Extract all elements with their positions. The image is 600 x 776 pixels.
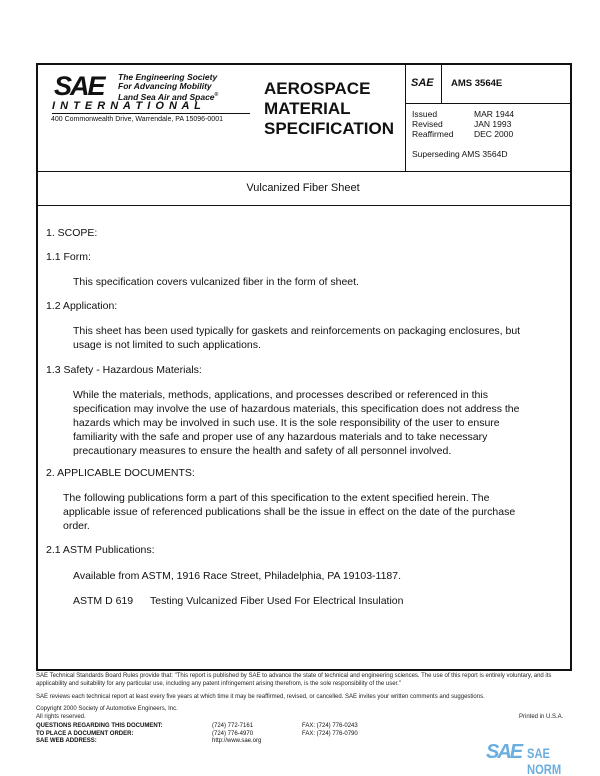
contact-label: TO PLACE A DOCUMENT ORDER:	[36, 730, 134, 737]
watermark-logo: SAE	[486, 741, 522, 763]
doc-type-line: AEROSPACE	[264, 79, 371, 98]
address: 400 Commonwealth Drive, Warrendale, PA 15096-0001	[51, 116, 223, 123]
paragraph: The following publications form a part of this specification to the extent specified herein. The applicable issue of referenced publications shall be the issue in effect on the date of the purchase order.	[63, 492, 516, 532]
date-label: Reaffirmed	[412, 129, 454, 139]
date-label: Revised	[412, 119, 443, 129]
tagline-line: Land Sea Air and Space	[118, 91, 215, 102]
divider	[52, 113, 250, 114]
tagline-line: For Advancing Mobility	[118, 81, 212, 91]
document-number: AMS 3564E	[451, 78, 503, 89]
contact-fax: FAX: (724) 776-0243	[302, 723, 358, 729]
contact-phone: (724) 776-4970	[212, 730, 254, 737]
date-value: JAN 1993	[474, 119, 512, 129]
contact-phone: (724) 772-7161	[212, 723, 254, 729]
document-type	[264, 79, 394, 139]
sae-small-logo: SAE	[411, 77, 434, 89]
doc-type-line: SPECIFICATION	[264, 119, 395, 138]
copyright: Copyright 2000 Society of Automotive Engineers, Inc.	[36, 706, 178, 712]
paragraph: This sheet has been used typically for gaskets and reinforcements on packaging enclosures, but usage is not limited to such applications.	[73, 325, 521, 351]
contact-table	[36, 723, 358, 746]
reference-title: Testing Vulcanized Fiber Used For Electrical Insulation	[150, 595, 404, 607]
contact-fax: FAX: (724) 776-0790	[302, 730, 358, 737]
date-value: DEC 2000	[474, 129, 514, 139]
contact-label: QUESTIONS REGARDING THIS DOCUMENT:	[36, 723, 163, 729]
registered-mark: ®	[214, 92, 219, 98]
date-label: Issued	[412, 109, 438, 119]
superseding-value: AMS 3564D	[461, 149, 508, 159]
society-tagline	[118, 73, 218, 102]
section-heading: 2. APPLICABLE DOCUMENTS:	[46, 467, 195, 479]
doc-type-line: MATERIAL	[264, 99, 351, 118]
rights: All rights reserved.	[36, 714, 86, 720]
divider	[405, 63, 406, 171]
sae-logo: SAE	[54, 71, 104, 101]
paragraph: Available from ASTM, 1916 Race Street, Philadelphia, PA 19103-1187.	[73, 570, 402, 582]
reference-id: ASTM D 619	[73, 595, 134, 607]
international-wordmark: I N T E R N A T I O N A L	[52, 100, 202, 112]
section-heading: 1.1 Form:	[46, 251, 91, 263]
contact-web[interactable]: http://www.sae.org	[212, 738, 262, 744]
divider	[36, 171, 570, 172]
section-heading: 1.2 Application:	[46, 300, 118, 312]
divider	[36, 205, 570, 206]
divider	[405, 103, 570, 104]
watermark-text: SAE NORM	[527, 745, 562, 776]
section-heading: 2.1 ASTM Publications:	[46, 544, 155, 556]
divider	[441, 63, 442, 103]
paragraph: While the materials, methods, applications, and processes described or referenced in this specification may involve the use of hazardous materials, this specification does not address the hazards which may be involved in such use. It is the sole responsibility of the user to ensure familiarity with the safe and proper use of any hazardous materials and to take necessary precautionary measures to ensure the health and safety of all personnel involved.	[73, 389, 520, 457]
policy-notice: SAE Technical Standards Board Rules provide that: "This report is published by SAE to advance the state of technical and engineering sciences. The use of this report is entirely voluntary, and its applicability and suitability for any particular use, including any patent infringement arising therefrom, is the sole responsibility of the user."	[36, 673, 552, 687]
review-notice: SAE reviews each technical report at least every five years at which time it may be reaffirmed, revised, or cancelled. SAE invites your written comments and suggestions.	[36, 694, 485, 700]
tagline-line: The Engineering Society	[118, 72, 218, 82]
document-title: Vulcanized Fiber Sheet	[246, 182, 360, 194]
superseding-label: Superseding	[412, 149, 460, 159]
reference-entry	[73, 594, 403, 608]
date-value: MAR 1944	[474, 109, 515, 119]
section-heading: 1. SCOPE:	[46, 227, 98, 239]
paragraph: This specification covers vulcanized fiber in the form of sheet.	[73, 276, 359, 288]
date-list	[412, 109, 514, 159]
contact-label: SAE WEB ADDRESS:	[36, 738, 97, 744]
section-heading: 1.3 Safety - Hazardous Materials:	[46, 364, 202, 376]
printed-in: Printed in U.S.A.	[519, 714, 564, 720]
